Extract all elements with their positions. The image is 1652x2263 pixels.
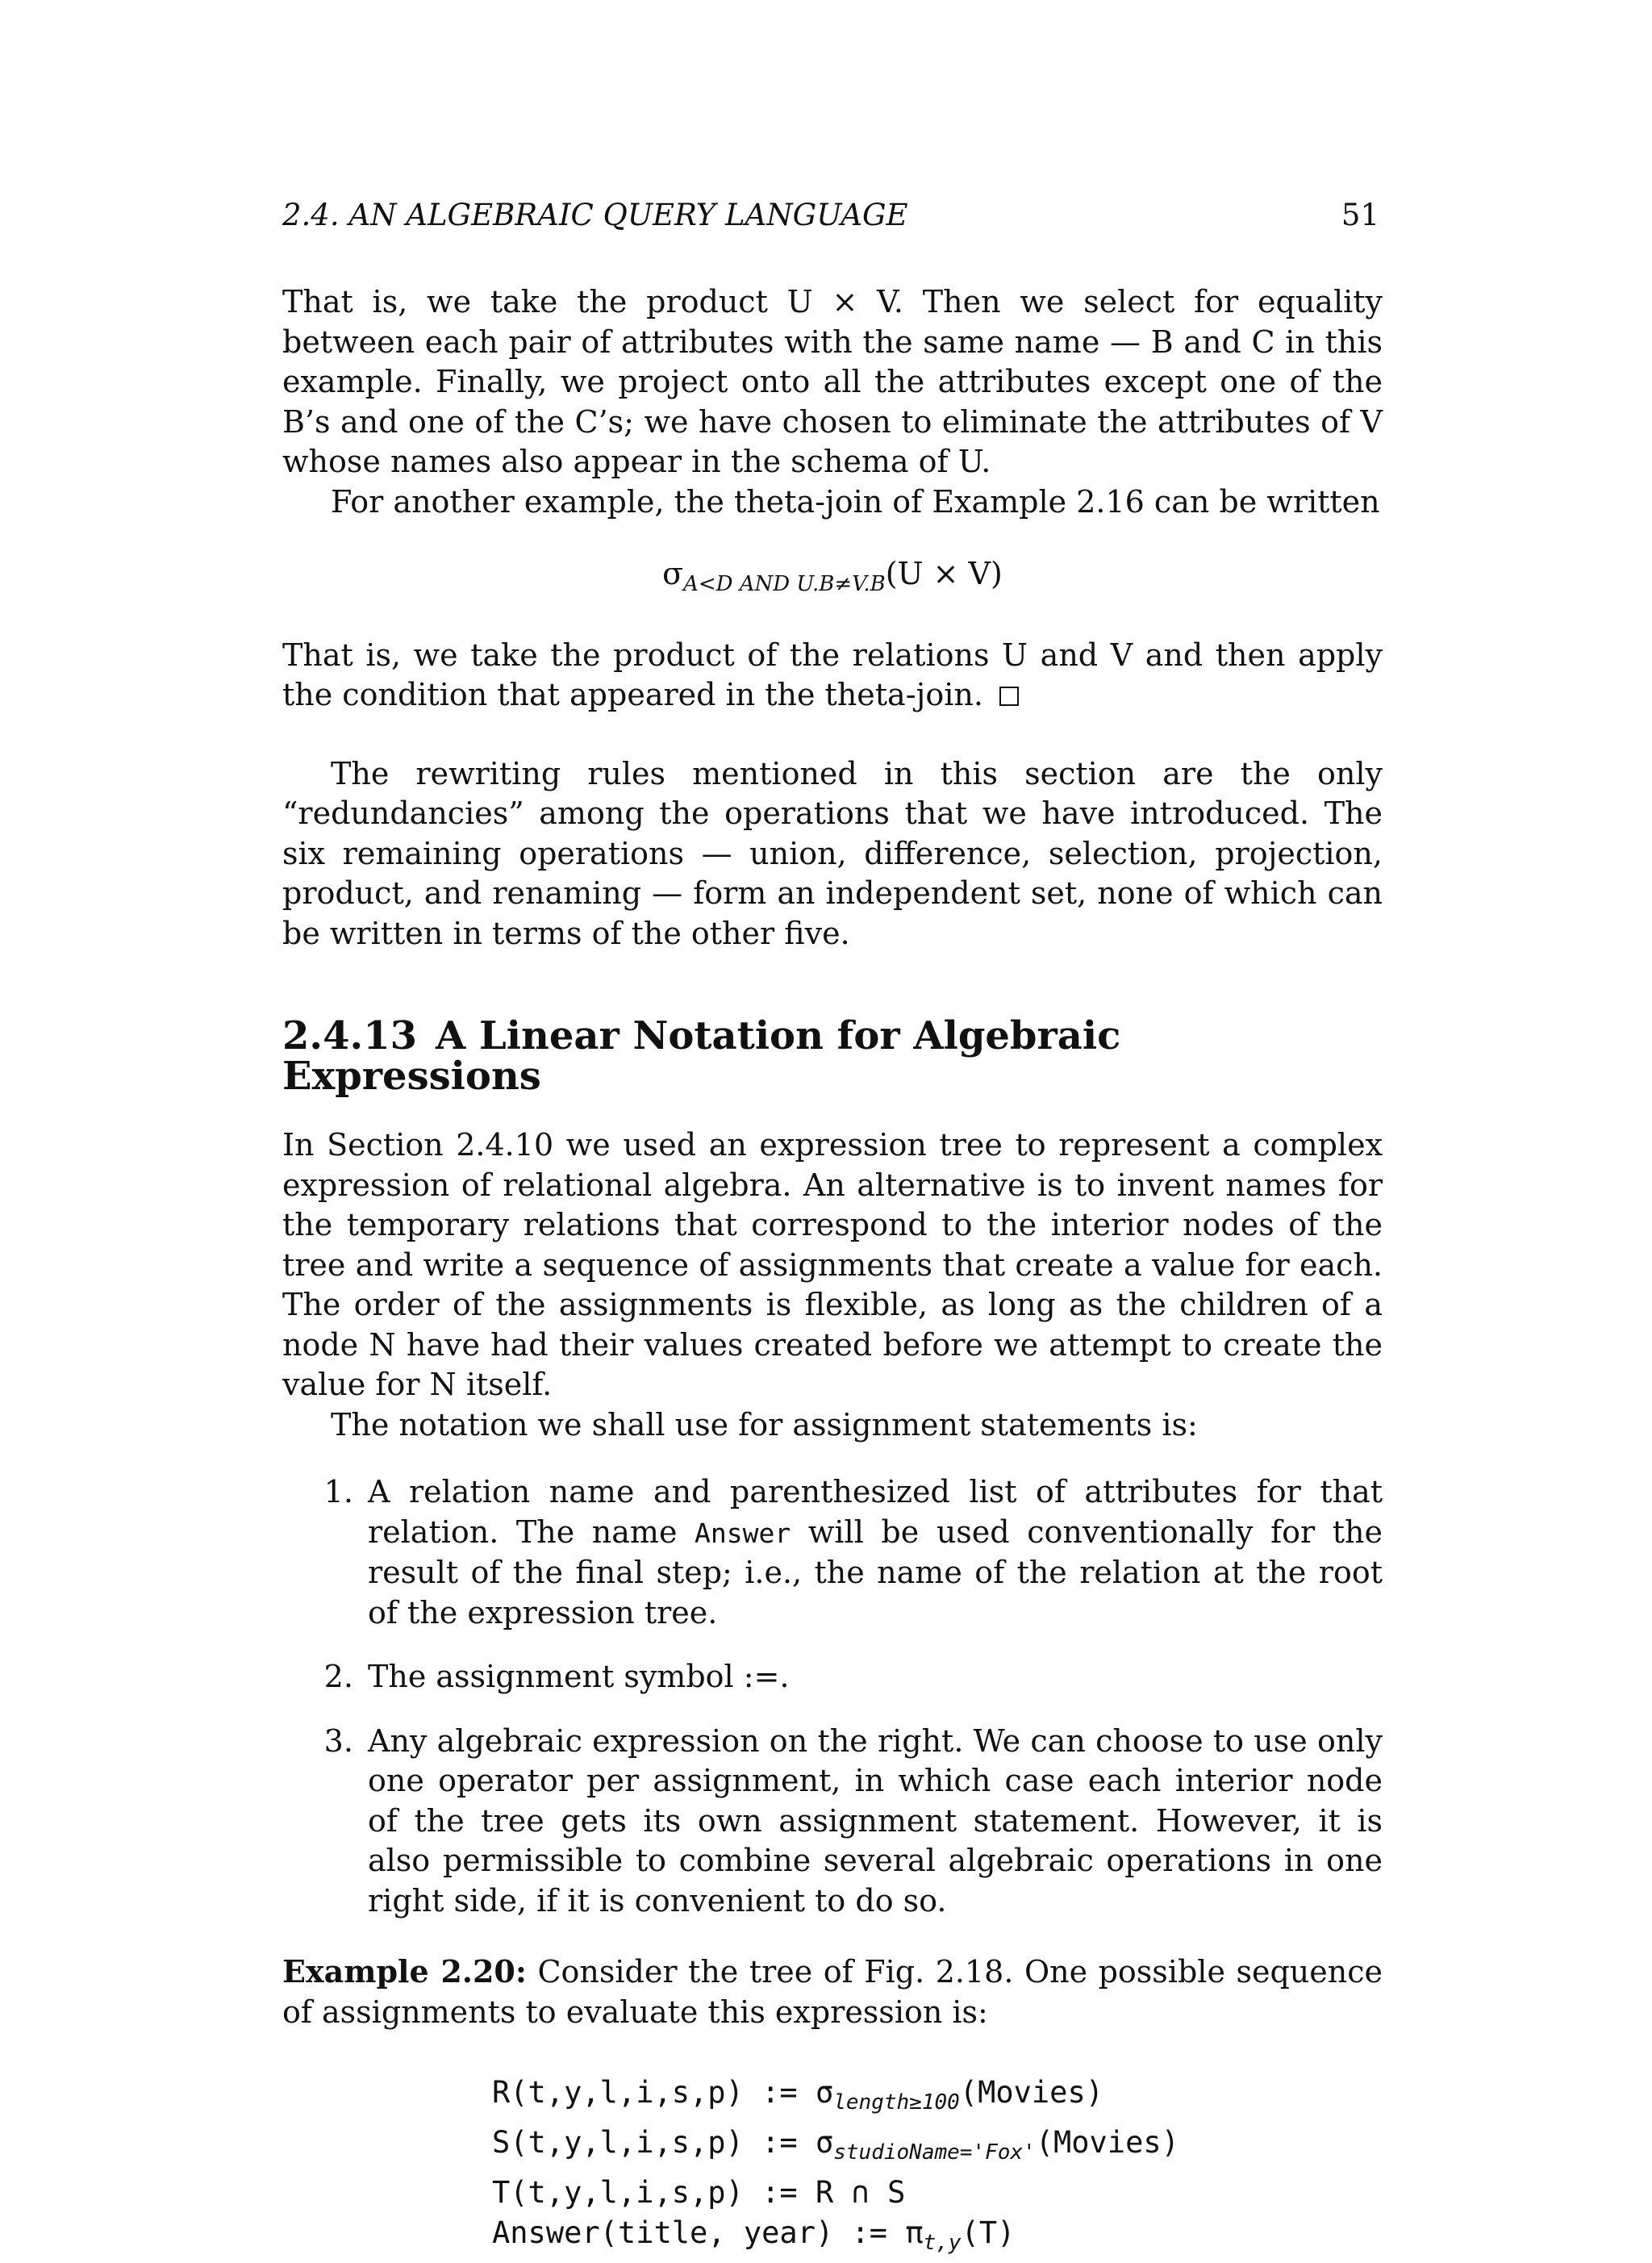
- code-line-4-a: Answer(title, year) := π: [492, 2215, 924, 2250]
- notation-list: [282, 1472, 1383, 1921]
- section-heading: [282, 1013, 1383, 1099]
- code-line-2-sub: studioName='Fox': [833, 2140, 1036, 2165]
- sigma-symbol: σ: [662, 556, 684, 591]
- page-body: [282, 282, 1383, 2263]
- code-line-1-b: (Movies): [959, 2075, 1104, 2110]
- list-item: 2. The assignment symbol :=.: [363, 1657, 1383, 1697]
- code-line: T(t,y,l,i,s,p) := R ∩ S: [492, 2175, 906, 2210]
- paragraph-2: For another example, the theta-join of Example 2.16 can be written: [331, 483, 1380, 520]
- paragraph-4: The rewriting rules mentioned in this section are the only “redundancies” among the operations that we have introduced. The six remaining operations — union, difference, selection, projection, product, and renaming — form an independent set, none of which can be written in terms of the other five.: [282, 755, 1383, 951]
- paragraph-5: In Section 2.4.10 we used an expression tree to represent a complex expression of relational algebra. An alternative is to invent names for the temporary relations that correspond to the interior nodes of the tree and write a sequence of assignments that create a value for each. The order of the assignments is flexible, as long as the children of a node N have had their values created before we attempt to create the value for N itself.: [282, 1127, 1383, 1402]
- display-equation-theta-join: [282, 554, 1383, 605]
- paragraph-3: [282, 636, 1383, 716]
- header-section-title: 2.4. AN ALGEBRAIC QUERY LANGUAGE: [282, 198, 908, 232]
- code-line: [492, 2123, 1383, 2173]
- code-line-2-b: (Movies): [1035, 2125, 1179, 2160]
- answer-code: Answer: [695, 1517, 791, 1549]
- paragraph-6: The notation we shall use for assignment statements is:: [331, 1406, 1198, 1443]
- code-line-4-b: (T): [961, 2215, 1016, 2250]
- example-text: Consider the tree of Fig. 2.18. One possible sequence of assignments to evaluate this expression is:: [282, 1954, 1383, 2030]
- list-item-1-text-a: A relation name and parenthesized list of attributes for that relation. The name: [368, 1474, 1383, 1550]
- section-title: A Linear Notation for Algebraic Expressions: [282, 1013, 1121, 1099]
- code-line-4-sub: t,y: [923, 2231, 962, 2255]
- code-line: [492, 2213, 1383, 2263]
- paragraph-1: That is, we take the product U × V. Then we select for equality between each pair of attributes with the same name — B and C in this example. Finally, we project onto all the attributes except one of the B’s and one of the C’s; we have chosen to eliminate the attributes of V whose names also appear in the schema of U.: [282, 284, 1383, 479]
- list-item-1-text-b: will be used conventionally for the result of the final step; i.e., the name of the relation at the root of the expression tree.: [368, 1514, 1383, 1630]
- section-number: 2.4.13: [282, 1013, 418, 1058]
- list-item: [363, 1472, 1383, 1633]
- end-of-example-icon: [999, 687, 1019, 706]
- code-line-2-a: S(t,y,l,i,s,p) := σ: [492, 2125, 834, 2160]
- code-line-1-sub: length≥100: [833, 2090, 960, 2115]
- page-number: 51: [1341, 198, 1379, 232]
- selection-condition: A<D AND U.B≠V.B: [683, 572, 886, 596]
- example-label: Example 2.20:: [282, 1953, 527, 1990]
- paragraph-3-text: That is, we take the product of the relations U and V and then apply the condition that appeared in the theta-join.: [282, 637, 1383, 712]
- code-line: [492, 2073, 1383, 2123]
- code-line-1-a: R(t,y,l,i,s,p) := σ: [492, 2075, 834, 2110]
- equation-argument: (U × V): [885, 556, 1003, 591]
- list-item: 3. Any algebraic expression on the right. We can choose to use only one operator per assignment, in which case each interior node of the tree gets its own assignment statement. However, it is also permissible to combine several algebraic operations in one right side, if it is convenient to do so.: [363, 1722, 1383, 1922]
- assignment-code-block: [492, 2073, 1383, 2263]
- example-paragraph: [282, 1952, 1383, 2032]
- running-header: [282, 198, 1379, 232]
